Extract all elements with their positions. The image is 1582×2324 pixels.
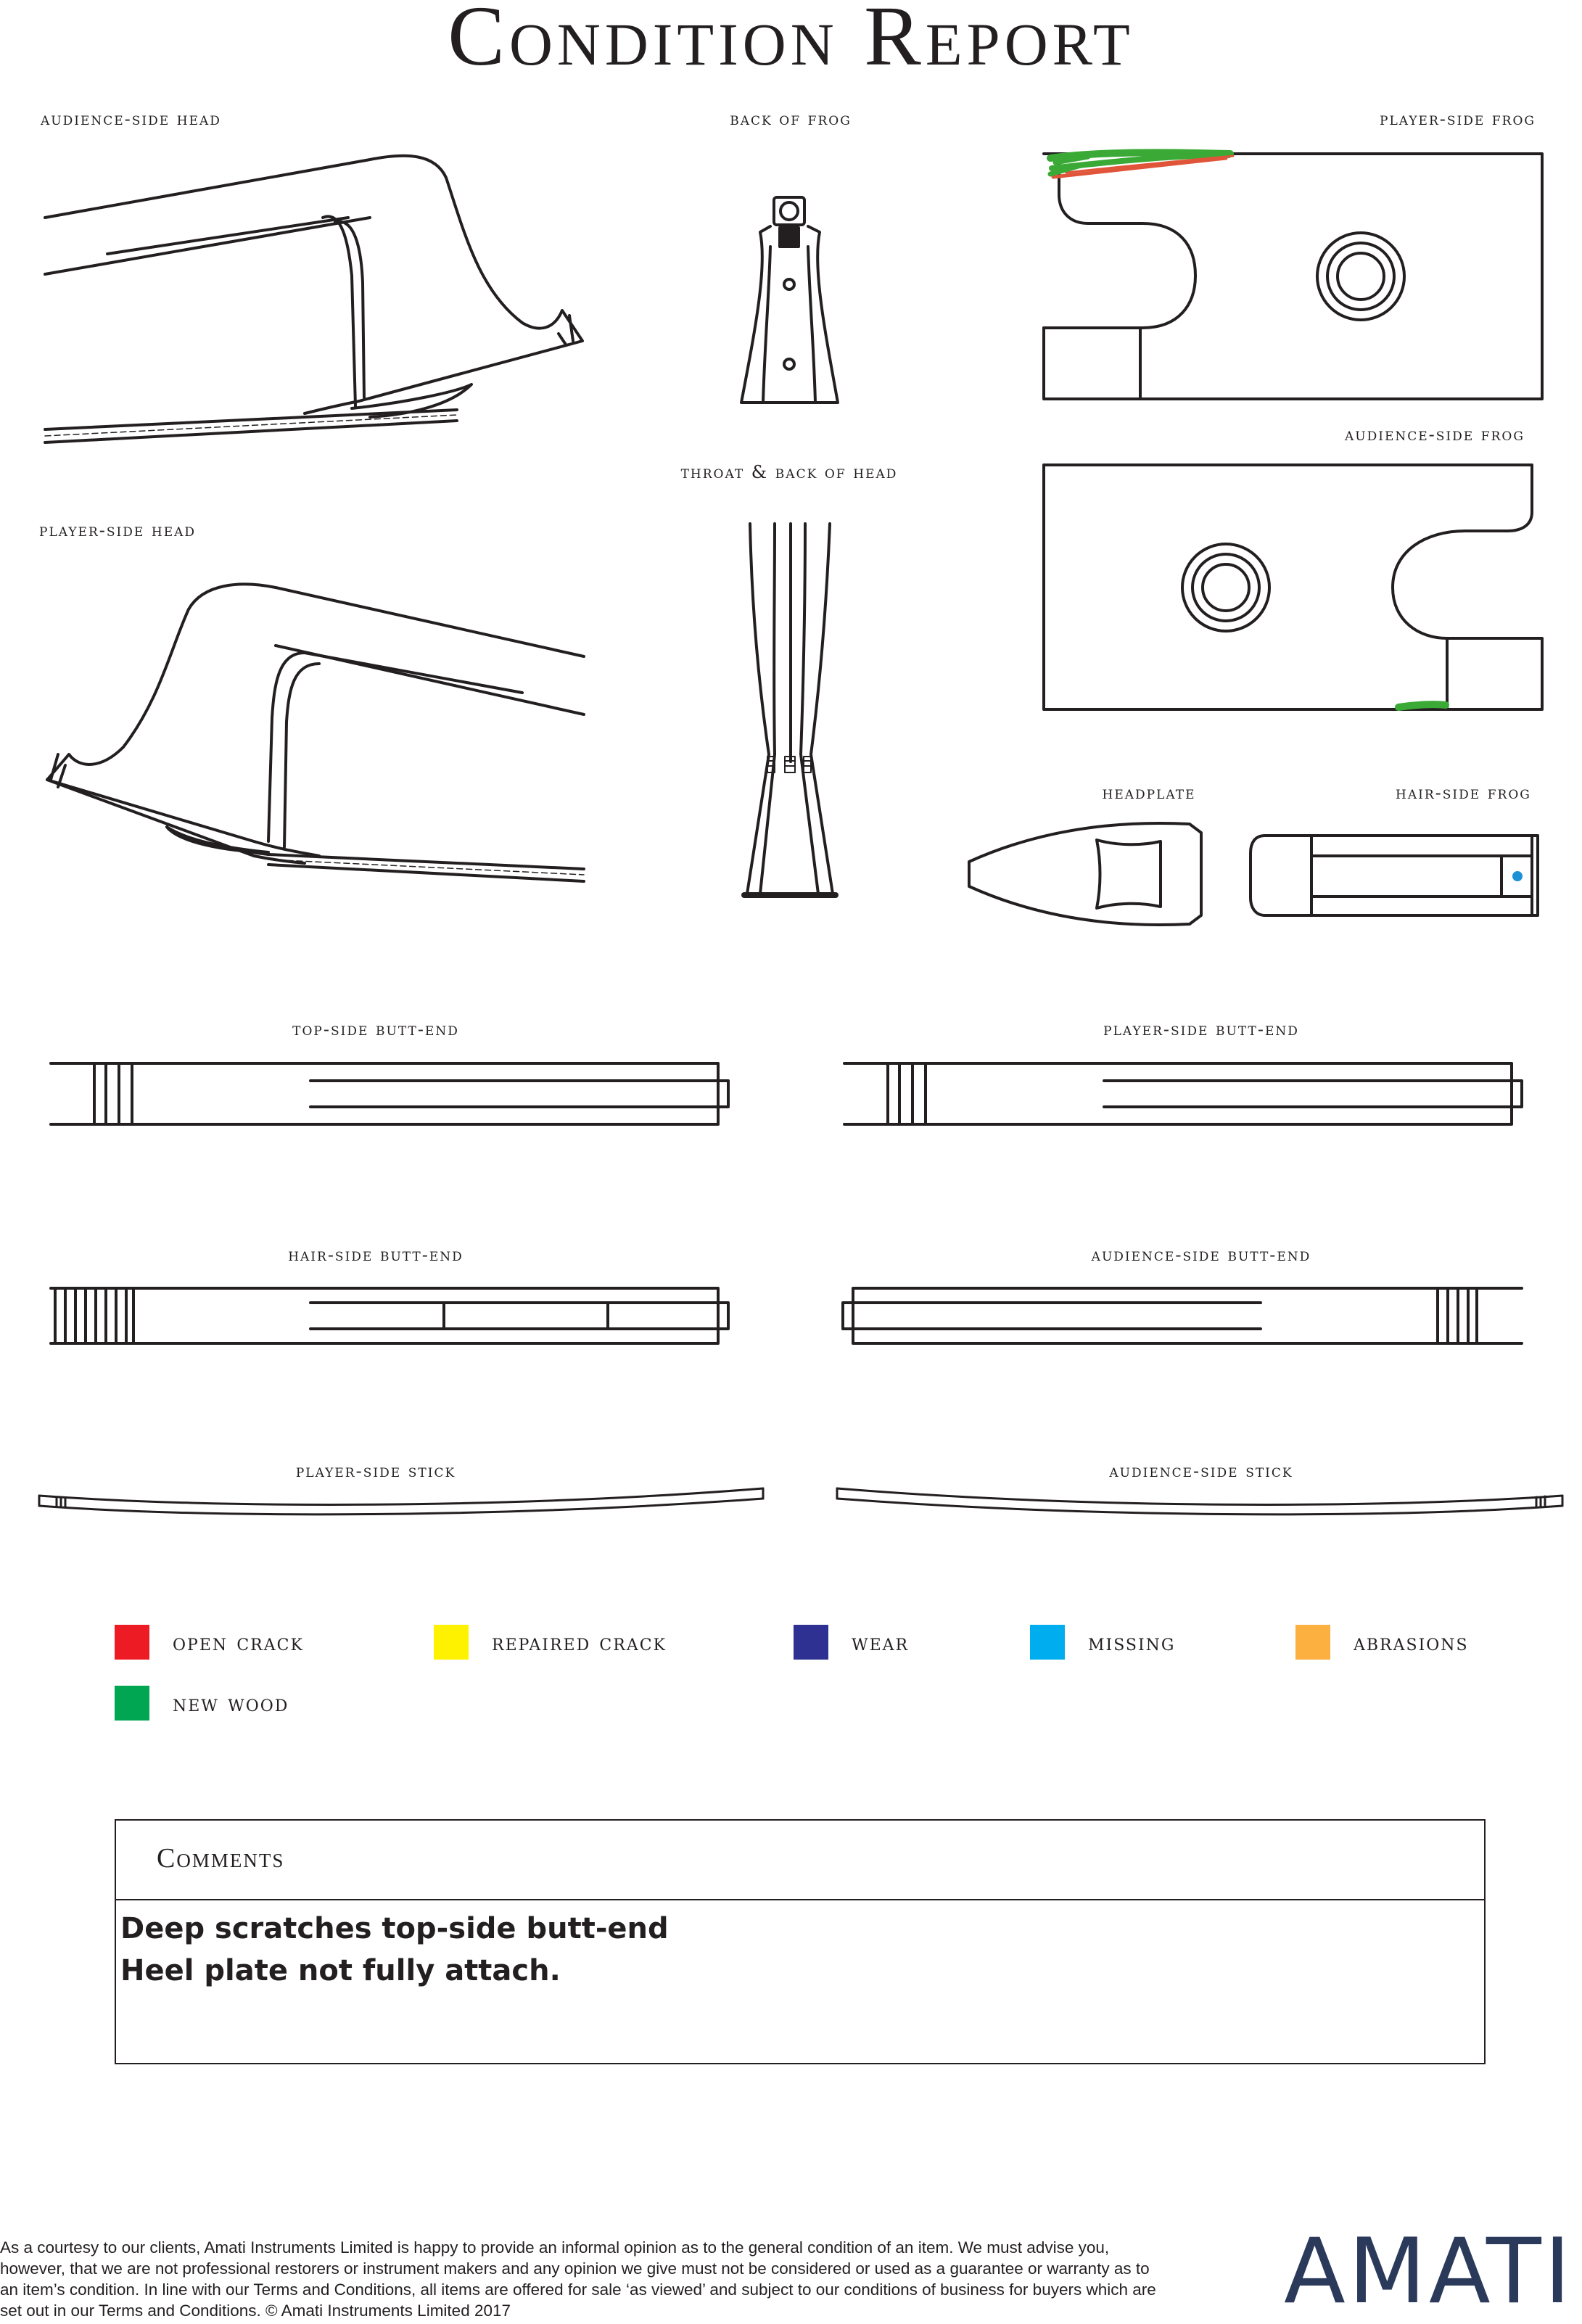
label-player-side-stick: player-side stick <box>295 1461 456 1481</box>
player-side-butt-end-drawing <box>844 1063 1522 1124</box>
label-hair-side-frog: hair-side frog <box>1396 783 1531 803</box>
comments-text[interactable] <box>116 1900 1484 1992</box>
top-side-butt-end-drawing <box>51 1063 728 1124</box>
page-title: Condition Report <box>448 0 1134 83</box>
audience-side-frog-drawing <box>1044 465 1542 709</box>
legend-label: wear <box>852 1628 910 1656</box>
disclaimer-text: As a courtesy to our clients, Amati Instruments Limited is happy to provide an informal opinion as to the general condition of an item. We must advise you, however, that we are not professional restorers or instrument makers and any opinion we give must not be considered or used as a guarantee or warranty as to an item’s condition. In line with our Terms and Conditions, all items are offered for sale ‘as viewed’ and subject to our conditions of business for buyers which are set out in our Terms and Conditions. © Amati Instruments Limited 2017 <box>0 2238 1156 2320</box>
comments-box <box>115 1819 1486 2064</box>
legend-abrasions <box>1295 1625 1469 1660</box>
comments-heading: Comments <box>116 1821 1484 1900</box>
legend-wear <box>794 1625 909 1660</box>
legend-swatch-repaired-crack <box>434 1625 469 1660</box>
label-throat-back-of-head: throat & back of head <box>680 462 898 482</box>
comment-line: Heel plate not fully attach. <box>120 1954 561 1987</box>
legend-swatch-abrasions <box>1295 1625 1330 1660</box>
legend-label: abrasions <box>1354 1628 1469 1656</box>
legend-open-crack <box>115 1625 304 1660</box>
label-audience-side-frog: audience-side frog <box>1345 424 1525 445</box>
comment-line: Deep scratches top-side butt-end <box>120 1912 669 1945</box>
throat-back-of-head-drawing <box>744 524 836 895</box>
label-audience-side-butt-end: audience-side butt-end <box>1091 1245 1311 1265</box>
legend-swatch-new-wood <box>115 1686 149 1721</box>
legend-label: new wood <box>173 1689 289 1717</box>
player-side-stick-drawing <box>39 1488 763 1515</box>
player-side-frog-drawing <box>1044 154 1542 399</box>
legend-new-wood <box>115 1686 289 1721</box>
label-top-side-butt-end: top-side butt-end <box>292 1019 459 1039</box>
legend-label: open crack <box>173 1628 304 1656</box>
label-audience-side-head: audience-side head <box>41 109 221 129</box>
label-audience-side-stick: audience-side stick <box>1109 1461 1293 1481</box>
label-headplate: headplate <box>1102 783 1196 803</box>
legend-label: missing <box>1088 1628 1176 1656</box>
legend-missing <box>1030 1625 1176 1660</box>
legend-swatch-wear <box>794 1625 828 1660</box>
player-side-head-drawing <box>47 584 584 881</box>
back-of-frog-drawing <box>741 197 838 403</box>
label-hair-side-butt-end: hair-side butt-end <box>288 1245 464 1265</box>
label-player-side-frog: player-side frog <box>1380 109 1536 129</box>
hair-side-butt-end-drawing <box>51 1288 728 1343</box>
amati-logo: AMATI <box>1284 2220 1574 2324</box>
label-player-side-butt-end: player-side butt-end <box>1103 1019 1299 1039</box>
legend-swatch-missing <box>1030 1625 1065 1660</box>
legend-repaired-crack <box>434 1625 667 1660</box>
legend-label: repaired crack <box>492 1628 667 1656</box>
player-side-frog-markings <box>1050 152 1233 177</box>
audience-side-head-drawing <box>45 156 582 442</box>
label-player-side-head: player-side head <box>39 520 197 540</box>
label-back-of-frog: back of frog <box>730 109 852 129</box>
headplate-drawing <box>969 823 1201 925</box>
audience-side-stick-drawing <box>837 1488 1562 1515</box>
hair-side-frog-drawing <box>1251 836 1538 915</box>
legend-swatch-open-crack <box>115 1625 149 1660</box>
audience-side-butt-end-drawing <box>843 1288 1522 1343</box>
